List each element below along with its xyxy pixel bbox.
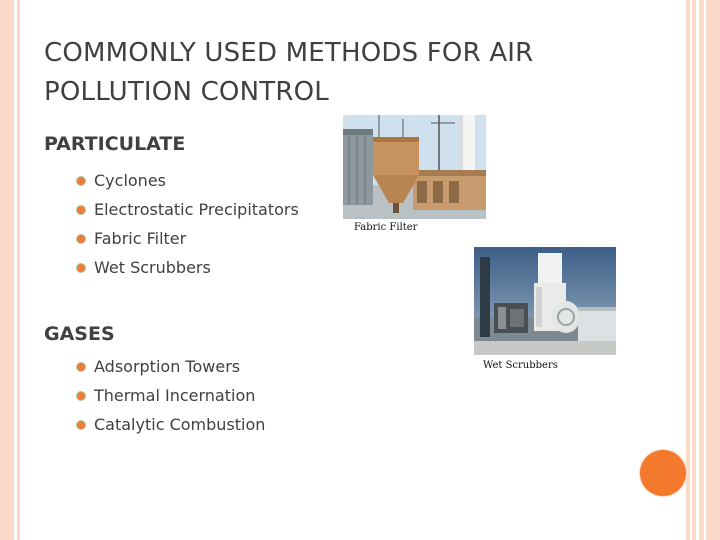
- section-heading-gases: GASES: [44, 323, 115, 345]
- list-item: Wet Scrubbers: [76, 253, 299, 282]
- fabric-filter-caption: Fabric Filter: [354, 222, 418, 233]
- list-item: Catalytic Combustion: [76, 410, 265, 439]
- bullet-icon: [76, 362, 86, 372]
- bullet-icon: [76, 391, 86, 401]
- slide-title: COMMONLY USED METHODS FOR AIR POLLUTION CONTROL: [44, 38, 534, 107]
- bullet-icon: [76, 234, 86, 244]
- right-frame-border: [686, 0, 720, 540]
- wet-scrubbers-caption: Wet Scrubbers: [483, 360, 558, 371]
- left-frame-border: [0, 0, 20, 540]
- decorative-circle: [640, 450, 686, 496]
- bullet-icon: [76, 205, 86, 215]
- list-item: Adsorption Towers: [76, 352, 265, 381]
- list-item: Electrostatic Precipitators: [76, 195, 299, 224]
- wet-scrubber-photo: [474, 247, 616, 355]
- list-item: Thermal Incernation: [76, 381, 265, 410]
- gases-list: [76, 352, 265, 439]
- bullet-icon: [76, 176, 86, 186]
- fabric-filter-photo: [343, 115, 486, 219]
- section-heading-particulate: PARTICULATE: [44, 133, 186, 155]
- particulate-list: [76, 166, 299, 282]
- list-item: Cyclones: [76, 166, 299, 195]
- list-item: Fabric Filter: [76, 224, 299, 253]
- bullet-icon: [76, 420, 86, 430]
- bullet-icon: [76, 263, 86, 273]
